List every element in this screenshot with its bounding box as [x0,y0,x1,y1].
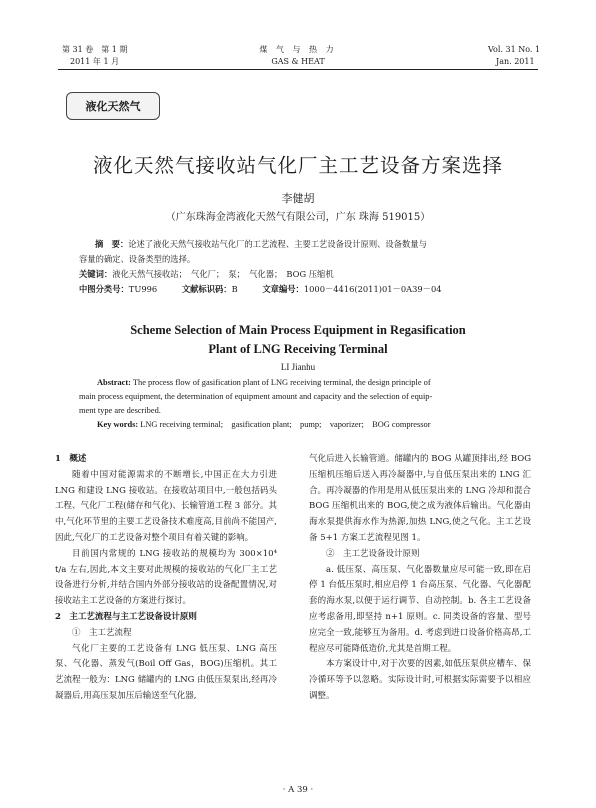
doc-code-label: 文献标识码： [181,284,232,294]
body-left-column [55,452,277,705]
abstract-cn-line2: 容量的确定、设备类型的选择。 [79,254,196,264]
subsection-heading-principle: ② 主工艺设备设计原则 [326,548,420,559]
abstract-cn-line1: 论述了液化天然气接收站气化厂的工艺流程、主要工艺设备设计原则、设备数量与 [128,239,427,249]
body-paragraph: 目前国内常规的 LNG 接收站的规模均为 300×10⁴ t/a 左右,因此,本文主要对此规模的接收站的气化厂主工艺设备进行分析,并结合国内外部分接收站的设备配置情况,对接收站主工艺设备的方案进行探讨。 [55,548,277,607]
keywords-en-label: Key words: [97,420,139,429]
body-paragraph: 气化后进入长输管道。储罐内的 BOG 从罐顶排出,经 BOG 压缩机压缩后送入再冷凝器中,与自低压泵出来的 LNG 汇合。再冷凝器的作用是用从低压泵出来的 LNG 冷却和混合 BOG 压缩机出来的 BOG,使之成为液体后输出。气化器由海水泵提供海水作为热源,加热 LNG,使之气化。主工艺设备 5+1 方案工艺流程见图 1。 [309,454,531,543]
page-number: · A 39 · [282,785,314,795]
abstract-cn [79,237,517,297]
author-cn: 李健胡 [281,192,315,205]
keywords-cn-label: 关键词： [79,269,113,279]
journal-name-en: GAS & HEAT [271,57,325,66]
abstract-en [79,376,517,432]
abstract-cn-label: 摘 要： [95,239,129,249]
abstract-en-label: Abstract: [97,378,131,387]
paper-title-cn: 液化天然气接收站气化厂主工艺设备方案选择 [92,154,503,177]
body-paragraph: 随着中国对能源需求的不断增长,中国正在大力引进 LNG 和建设 LNG 接收站。在接收站项目中,一般包括码头工程、气化厂工程(储存和气化)、长输管道工程 3 部分。其中,气化环节里的主要工艺设备技术难度高,目前尚不能国产,因此,气化厂的工艺设备对整个项目有着关键的影响。 [55,469,277,543]
article-number-label: 文章编号： [262,284,304,294]
abstract-en-line2: main process equipment, the determination of equipment amount and capacity and the selection of equip- [79,392,433,401]
subsection-heading-flow: ① 主工艺流程 [72,627,132,638]
journal-name-cn: 煤 气 与 热 力 [259,45,337,54]
body-paragraph: 本方案设计中,对于次要的因素,如低压泵供应槽车、保冷循环等予以忽略。实际设计时,可根据实际需要予以相应调整。 [309,659,531,701]
keywords-cn: 液化天然气接收站； 气化厂； 泵； 气化器； BOG 压缩机 [112,269,334,279]
section-heading-overview: 1 概述 [55,454,87,464]
body-paragraph: 气化厂主要的工艺设备有 LNG 低压泵、LNG 高压泵、气化器、蒸发气(Boil Off Gas，BOG)压缩机。其工艺流程一般为：LNG 储罐内的 LNG 由低压泵泵出,经再冷凝器后,用高压泵加压后输送至气化器, [55,643,277,701]
paper-title-en-line1: Scheme Selection of Main Process Equipment in Regasification [130,323,466,337]
class-number-label: 中图分类号： [79,284,129,294]
affiliation-cn: （广东珠海金湾液化天然气有限公司，广东 珠海 519015） [165,212,431,223]
abstract-en-line3: ment type are described. [79,406,161,415]
paper-title-en-line2: Plant of LNG Receiving Terminal [208,342,388,356]
abstract-en-line1: The process flow of gasification plant of LNG receiving terminal, the design principle of [132,378,431,387]
body-paragraph: a. 低压泵、高压泵、气化器数量应尽可能一致,即在启停 1 台低压泵时,相应启停 1 台高压泵、气化器、气化器配套的海水泵,以便于运行调节、自动控制。b. 各主工艺设备应考虑备用,即坚持 n+1 原则。c. 同类设备的容量、型号应完全一致,能够互为备用。d. 考虑到进口设备价格高昂,工程应尽可能降低造价,尤其是首期工程。 [309,564,531,654]
journal-volume-en: Vol. 31 No. 1 [488,45,541,54]
keywords-en: LNG receiving terminal; gasification plant; pump; vaporizer; BOG compressor [140,420,431,429]
doc-code: B [231,284,238,294]
class-number: TU996 [128,284,158,294]
journal-date: 2011 年 1 月 [70,57,120,66]
section-heading-process: 2 主工艺流程与主工艺设备设计原则 [55,611,197,622]
body-right-column [309,452,531,705]
journal-volume: 第 31 卷 第 1 期 [62,45,128,54]
author-en: LI Jianhu [280,362,316,372]
article-number: 1000－4416(2011)01－0A39－04 [303,284,442,294]
header-rule [58,69,538,70]
journal-date-en: Jan. 2011 [496,57,535,66]
section-badge: 液化天然气 [66,92,160,120]
